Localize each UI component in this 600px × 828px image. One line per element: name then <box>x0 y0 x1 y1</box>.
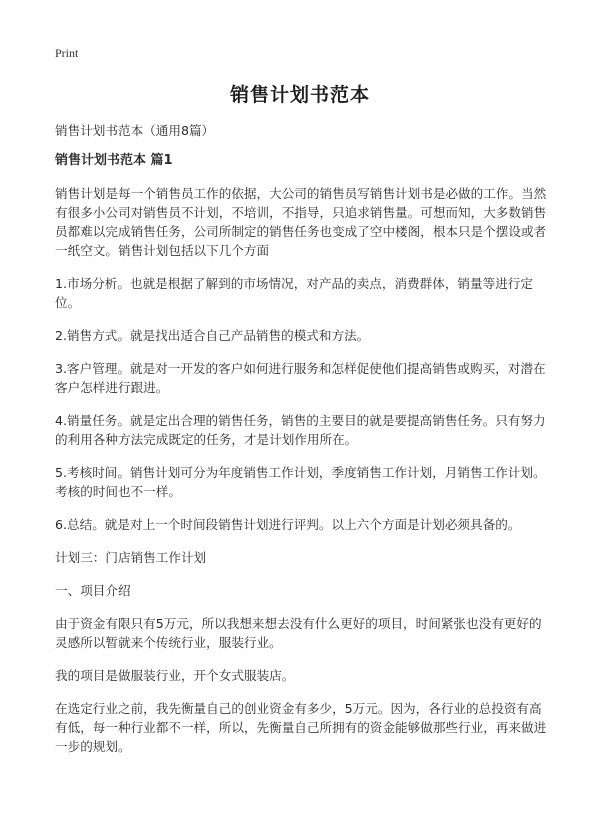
paragraph-project: 我的项目是做服装行业，开个女式服装店。 <box>55 668 295 683</box>
paragraph-item-4: 4.销量任务。就是定出合理的销售任务，销售的主要目的就是要提高销售任务。只有努力的利用各种方法完成既定的任务，才是计划作用所在。 <box>55 413 546 447</box>
paragraph-item-1: 1.市场分析。也就是根据了解到的市场情况，对产品的卖点，消费群体，销量等进行定位。 <box>55 276 533 310</box>
section-heading: 销售计划书范本 篇1 <box>55 153 173 168</box>
page-title: 销售计划书范本 <box>229 84 370 106</box>
paragraph-funding: 由于资金有限只有5万元，所以我想来想去没有什么更好的项目，时间紧张也没有更好的灵感所以暂就来个传统行业，服装行业。 <box>55 616 542 650</box>
paragraph-item-6: 6.总结。就是对上一个时间段销售计划进行评判。以上六个方面是计划必须具备的。 <box>55 517 521 532</box>
paragraph-item-2: 2.销售方式。就是找出适合自己产品销售的模式和方法。 <box>55 328 370 343</box>
document-body <box>55 121 547 770</box>
paragraph-item-5: 5.考核时间。销售计划可分为年度销售工作计划，季度销售工作计划，月销售工作计划。考核的时间也不一样。 <box>55 465 546 499</box>
paragraph-capital: 在选定行业之前，我先衡量自己的创业资金有多少，5万元。因为，各行业的总投资有高有低，每一种行业都不一样，所以，先衡量自己所拥有的资金能够做那些行业，再来做进一步的规划。 <box>55 701 547 754</box>
plan-heading: 计划三：门店销售工作计划 <box>55 550 207 565</box>
print-link[interactable]: Print <box>55 46 79 60</box>
paragraph-intro: 销售计划是每一个销售员工作的依据，大公司的销售员写销售计划书是必做的工作。当然有很多小公司对销售员不计划，不培训，不指导，只追求销售量。可想而知，大多数销售员都难以完成销售任务，公司所制定的销售任务也变成了空中楼阁，根本只是个摆设或者一纸空文。销售计划包括以下几个方面 <box>55 186 547 258</box>
project-intro-heading: 一、项目介绍 <box>55 583 131 598</box>
document-subtitle: 销售计划书范本（通用8篇） <box>55 123 215 138</box>
paragraph-item-3: 3.客户管理。就是对一开发的客户如何进行服务和怎样促使他们提高销售或购买，对潜在客户怎样进行跟进。 <box>55 361 546 395</box>
